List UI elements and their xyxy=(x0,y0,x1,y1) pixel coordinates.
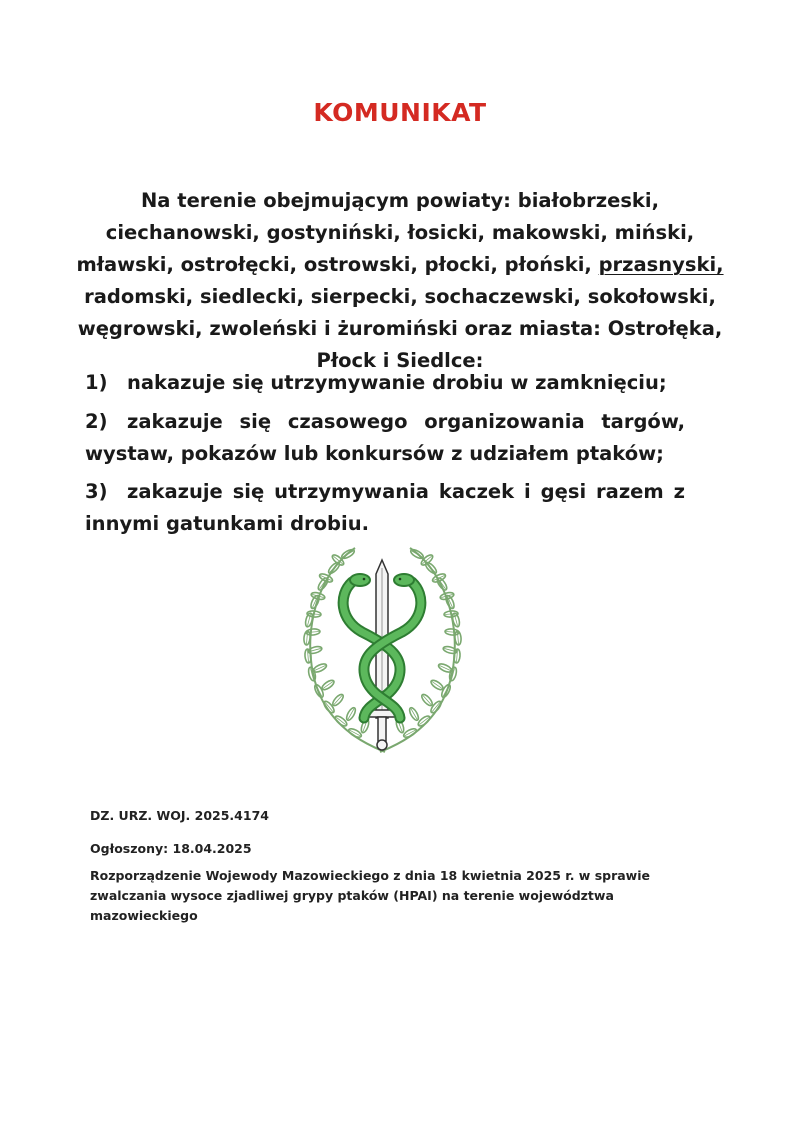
intro-text-start: Na terenie obejmującym powiaty: białobrzeski, ciechanowski, gostyniński, łosicki, makowski, miński, mławski, ostrołęcki, ostrowski, płocki, płoński, xyxy=(76,189,695,276)
list-item-number: 3) xyxy=(85,480,108,503)
list-item-text: nakazuje się utrzymywanie drobiu w zamknięciu; xyxy=(127,371,667,394)
list-item-number: 2) xyxy=(85,410,108,433)
list-item xyxy=(85,476,685,540)
list-item-number: 1) xyxy=(85,371,108,394)
veterinary-inspection-emblem-icon xyxy=(280,540,485,760)
list-item-text: zakazuje się utrzymywania kaczek i gęsi razem z innymi gatunkami drobiu. xyxy=(85,480,685,535)
regulation-description: Rozporządzenie Wojewody Mazowieckiego z dnia 18 kwietnia 2025 r. w sprawie zwalczania wysoce zjadliwej grypy ptaków (HPAI) na terenie województwa mazowieckiego xyxy=(90,868,650,923)
list-item-text: zakazuje się czasowego organizowania targów, wystaw, pokazów lub konkursów z udziałem ptaków; xyxy=(85,410,685,465)
announcement-date: Ogłoszony: 18.04.2025 xyxy=(90,841,252,856)
page-title: KOMUNIKAT xyxy=(313,98,487,127)
list-item xyxy=(85,367,685,399)
intro-underlined-county: przasnyski, xyxy=(598,253,724,276)
intro-paragraph xyxy=(75,185,725,377)
list-item xyxy=(85,406,685,470)
document-reference: DZ. URZ. WOJ. 2025.4174 xyxy=(90,808,269,823)
intro-text-end: radomski, siedlecki, sierpecki, sochaczewski, sokołowski, węgrowski, zwoleński i żuromiński oraz miasta: Ostrołęka, Płock i Siedlce: xyxy=(77,285,723,372)
